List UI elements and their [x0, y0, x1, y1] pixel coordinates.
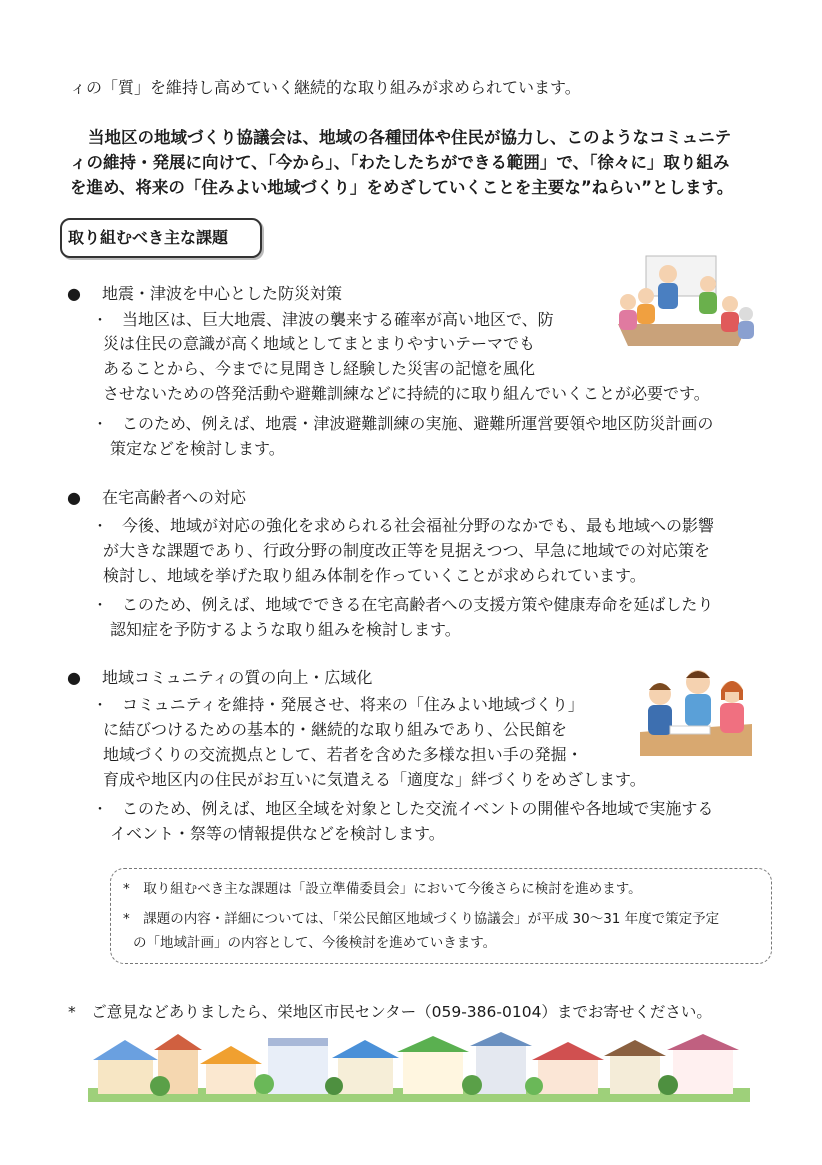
topic3-p2-line1: このため、例えば、地区全域を対象とした交流イベントの開催や各地域で実施する — [122, 799, 714, 818]
topic2-p2-dot: ・ — [93, 598, 107, 614]
topic3-p2-line2: イベント・祭等の情報提供などを検討します。 — [110, 824, 445, 843]
topic3-p2-dot: ・ — [93, 802, 107, 818]
topic2-p1-line2: が大きな課題であり、行政分野の制度改正等を見据えつつ、早急に地域での対応策を — [103, 541, 711, 560]
topic1-p1-line2: 災は住民の意識が高く地域としてまとまりやすいテーマでも — [103, 334, 536, 353]
topic3-p1-line2: に結びつけるための基本的・継続的な取り組みであり、公民館を — [103, 720, 568, 739]
topic3-p1-line3: 地域づくりの交流拠点として、若者を含めた多様な担い手の発掘・ — [103, 745, 583, 764]
topic1-p1-line1: 当地区は、巨大地震、津波の襲来する確率が高い地区で、防 — [122, 310, 554, 329]
topic2-p2-line1: このため、例えば、地域でできる在宅高齢者への支援方策や健康寿命を延ばしたり — [122, 595, 714, 614]
topic1-p1-line3: あることから、今までに見聞きし経験した災害の記憶を風化 — [103, 359, 536, 378]
topic3-title: 地域コミュニティの質の向上・広域化 — [102, 668, 373, 687]
topic1-p2-line2: 策定などを検討します。 — [110, 439, 285, 458]
topic1-p2-dot: ・ — [93, 417, 107, 433]
footer-contact: * ご意見などありましたら、栄地区市民センター（059-386-0104）までお寄せください。 — [68, 1003, 712, 1021]
intro-line: ィの「質」を維持し高めていく継続的な取り組みが求められています。 — [70, 78, 581, 97]
topic1-p2-line1: このため、例えば、地震・津波避難訓練の実施、避難所運営要領や地区防災計画の — [122, 414, 714, 433]
topic1-p1-dot: ・ — [93, 313, 107, 329]
topic2-p2-line2: 認知症を予防するような取り組みを検討します。 — [110, 620, 461, 639]
topic1-title: 地震・津波を中心とした防災対策 — [102, 284, 343, 303]
topic1-p1-line4: させないための啓発活動や避難訓練などに持続的に取り組んでいくことが必要です。 — [103, 384, 710, 403]
topic1-bullet: ● — [67, 284, 81, 303]
topic3-bullet: ● — [67, 668, 81, 687]
note-2-line1: * 課題の内容・詳細については、「栄公民館区地域づくり協議会」が平成 30～31 年度で策定予定 — [123, 911, 720, 927]
topic2-p1-line1: 今後、地域が対応の強化を求められる社会福祉分野のなかでも、最も地域への影響 — [122, 516, 715, 535]
meeting-illustration — [608, 254, 758, 350]
topic3-p1-dot: ・ — [93, 698, 107, 714]
topic2-bullet: ● — [67, 488, 81, 507]
family-illustration — [640, 662, 752, 756]
topic2-p1-line3: 検討し、地域を挙げた取り組み体制を作っていくことが求められています。 — [103, 566, 646, 585]
section-heading: 取り組むべき主な課題 — [60, 218, 262, 258]
summary-line-3: を進め、将来の「住みよい地域づくり」をめざしていくことを主要な”ねらい”とします。 — [70, 178, 734, 197]
summary-line-1: 当地区の地域づくり協議会は、地域の各種団体や住民が協力し、このようなコミュニテ — [88, 128, 732, 147]
topic2-title: 在宅高齢者への対応 — [102, 488, 247, 507]
note-1: * 取り組むべき主な課題は「設立準備委員会」において今後さらに検討を進めます。 — [123, 881, 642, 897]
topic3-p1-line1: コミュニティを維持・発展させ、将来の「住みよい地域づくり」 — [122, 695, 584, 714]
townscape-illustration — [88, 1030, 750, 1102]
summary-line-2: ィの維持・発展に向けて、「今から」、「わたしたちができる範囲」で、「徐々に」取り組み — [70, 153, 730, 172]
topic3-p1-line4: 育成や地区内の住民がお互いに気遣える「適度な」絆づくりをめざします。 — [103, 770, 646, 789]
note-2-line2: の「地域計画」の内容として、今後検討を進めていきます。 — [133, 935, 497, 951]
topic2-p1-dot: ・ — [93, 519, 107, 535]
